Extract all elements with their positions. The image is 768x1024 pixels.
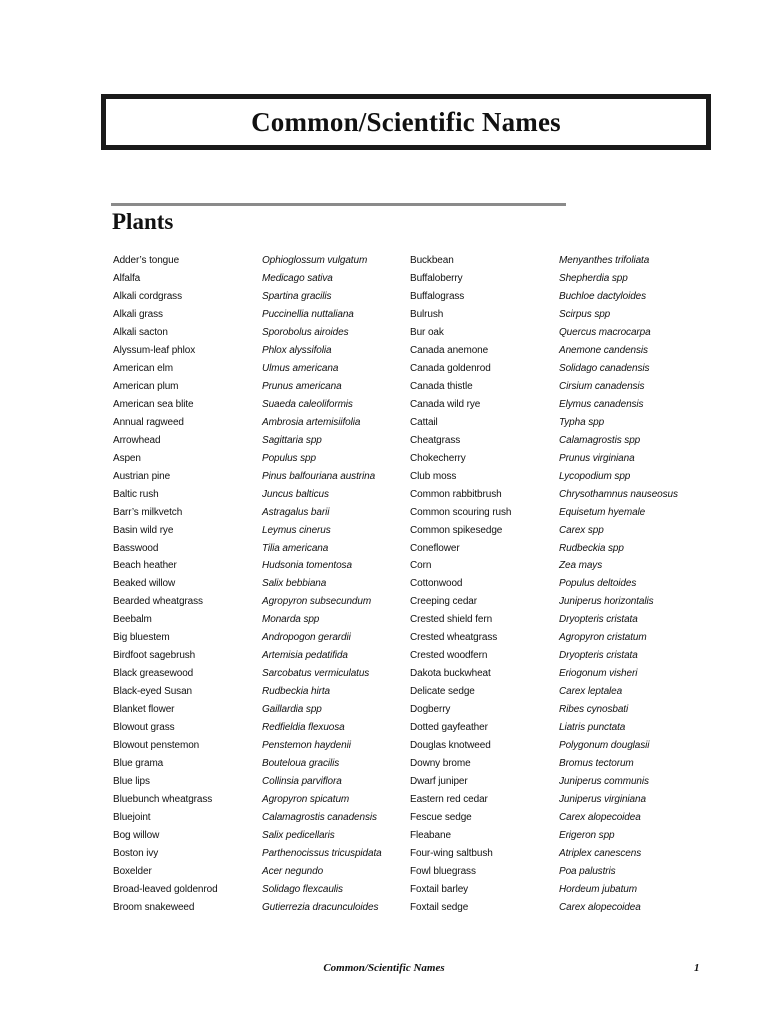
name-entry: Bromus tectorum <box>559 758 634 770</box>
name-entry: Beebalm <box>113 614 152 626</box>
name-entry: Scirpus spp <box>559 308 611 320</box>
name-entry: Fescue sedge <box>410 812 472 824</box>
name-entry: Equisetum hyemale <box>559 506 646 518</box>
name-entry: Sagittaria spp <box>262 434 322 446</box>
name-entry: Beaked willow <box>113 578 176 590</box>
name-entry: Ribes cynosbati <box>559 704 629 716</box>
name-entry: American sea blite <box>113 398 194 410</box>
name-entry: Ulmus americana <box>262 362 339 374</box>
name-entry: Buffalograss <box>410 290 465 302</box>
name-entry: Collinsia parviflora <box>262 776 342 788</box>
name-entry: Bog willow <box>113 830 160 841</box>
name-entry: Boxelder <box>113 865 152 877</box>
name-entry: American plum <box>113 380 179 392</box>
name-entry: Eriogonum visheri <box>559 668 638 680</box>
name-entry: Corn <box>410 560 432 572</box>
footer-title: Common/Scientific Names <box>323 962 445 974</box>
name-entry: Sarcobatus vermiculatus <box>262 668 370 680</box>
name-entry: Salix pedicellaris <box>262 830 335 841</box>
name-entry: Foxtail barley <box>410 883 469 895</box>
common-names-column-1 <box>113 252 218 917</box>
name-entry: Dogberry <box>410 704 451 716</box>
name-entry: Foxtail sedge <box>410 901 469 913</box>
name-entry: Prunus virginiana <box>559 452 635 464</box>
name-entry: Dotted gayfeather <box>410 722 488 734</box>
name-entry: Arrowhead <box>113 434 161 446</box>
name-entry: Medicago sativa <box>262 272 333 284</box>
name-entry: Crested shield fern <box>410 614 493 626</box>
name-entry: Cattail <box>410 416 438 428</box>
name-entry: Buckbean <box>410 255 454 266</box>
name-entry: Monarda spp <box>262 614 320 626</box>
section-divider <box>111 203 566 206</box>
name-entry: Big bluestem <box>113 632 170 644</box>
name-entry: Fowl bluegrass <box>410 865 476 877</box>
name-entry: Agropyron cristatum <box>559 632 647 644</box>
name-entry: Dakota buckwheat <box>410 668 491 680</box>
name-entry: Erigeron spp <box>559 830 615 841</box>
name-entry: Alfalfa <box>113 272 141 284</box>
name-entry: Juniperus virginiana <box>559 794 646 806</box>
document-title: Common/Scientific Names <box>251 106 561 137</box>
name-entry: Downy brome <box>410 758 471 770</box>
name-entry: Hudsonia tomentosa <box>262 560 352 572</box>
name-entry: Buffaloberry <box>410 272 463 284</box>
name-entry: Populus deltoides <box>559 578 637 590</box>
name-entry: Populus spp <box>262 452 316 464</box>
name-entry: Carex leptalea <box>559 686 623 698</box>
name-entry: Prunus americana <box>262 380 342 392</box>
name-entry: Canada wild rye <box>410 398 481 410</box>
name-entry: Acer negundo <box>262 865 324 877</box>
name-entry: American elm <box>113 362 173 374</box>
name-entry: Salix bebbiana <box>262 578 327 590</box>
name-entry: Carex alopecoidea <box>559 901 641 913</box>
name-entry: Juniperus horizontalis <box>559 596 654 608</box>
name-entry: Blowout penstemon <box>113 740 200 752</box>
name-entry: Parthenocissus tricuspidata <box>262 847 382 859</box>
name-entry: Ambrosia artemisiifolia <box>262 416 361 428</box>
name-entry: Fleabane <box>410 830 451 841</box>
name-entry: Coneflower <box>410 542 460 554</box>
name-entry: Elymus canadensis <box>559 398 644 410</box>
name-entry: Puccinellia nuttaliana <box>262 308 354 320</box>
name-entry: Black-eyed Susan <box>113 686 193 698</box>
name-entry: Cirsium canadensis <box>559 380 645 392</box>
name-entry: Annual ragweed <box>113 416 184 428</box>
scientific-names-column-2 <box>559 252 678 917</box>
name-entry: Bluebunch wheatgrass <box>113 794 213 806</box>
name-entry: Cottonwood <box>410 578 463 590</box>
name-entry: Boston ivy <box>113 847 159 859</box>
name-entry: Typha spp <box>559 416 605 428</box>
name-entry: Douglas knotweed <box>410 740 491 752</box>
name-entry: Alkali grass <box>113 308 163 320</box>
name-entry: Aspen <box>113 452 141 464</box>
name-entry: Hordeum jubatum <box>559 883 637 895</box>
name-entry: Rudbeckia spp <box>559 542 624 554</box>
name-entry: Austrian pine <box>113 470 171 482</box>
name-entry: Andropogon gerardii <box>262 632 351 644</box>
name-entry: Black greasewood <box>113 668 194 680</box>
name-entry: Common scouring rush <box>410 506 512 518</box>
name-entry: Bulrush <box>410 308 444 320</box>
name-entry: Canada anemone <box>410 344 489 356</box>
name-entry: Bearded wheatgrass <box>113 596 203 608</box>
name-entry: Bluejoint <box>113 812 151 824</box>
name-entry: Adder’s tongue <box>113 255 180 266</box>
name-entry: Tilia americana <box>262 542 329 554</box>
name-entry: Shepherdia spp <box>559 272 628 284</box>
name-entry: Quercus macrocarpa <box>559 326 651 338</box>
name-entry: Alkali cordgrass <box>113 290 182 302</box>
name-entry: Polygonum douglasii <box>559 740 650 752</box>
name-entry: Bur oak <box>410 326 444 338</box>
name-entry: Birdfoot sagebrush <box>113 650 196 662</box>
name-entry: Barr’s milkvetch <box>113 506 183 518</box>
name-entry: Four-wing saltbush <box>410 847 493 859</box>
name-entry: Eastern red cedar <box>410 794 488 806</box>
name-entry: Anemone candensis <box>559 344 648 356</box>
name-entry: Basswood <box>113 542 159 554</box>
section-heading: Plants <box>112 209 174 234</box>
name-entry: Calamagrostis canadensis <box>262 812 377 824</box>
name-entry: Crested woodfern <box>410 650 488 662</box>
name-entry: Pinus balfouriana austrina <box>262 470 376 482</box>
name-entry: Menyanthes trifoliata <box>559 255 650 266</box>
name-entry: Rudbeckia hirta <box>262 686 330 698</box>
name-entry: Dryopteris cristata <box>559 614 638 626</box>
name-entry: Chokecherry <box>410 452 466 464</box>
name-entry: Crested wheatgrass <box>410 632 498 644</box>
name-entry: Blue lips <box>113 776 150 788</box>
name-entry: Canada thistle <box>410 380 473 392</box>
name-entry: Calamagrostis spp <box>559 434 641 446</box>
scientific-names-column-1 <box>262 252 382 917</box>
page-number: 1 <box>694 962 700 974</box>
name-entry: Agropyron spicatum <box>262 794 350 806</box>
name-entry: Buchloe dactyloides <box>559 290 647 302</box>
name-entry: Creeping cedar <box>410 596 477 608</box>
name-entry: Leymus cinerus <box>262 524 331 536</box>
name-entry: Broom snakeweed <box>113 901 195 913</box>
name-entry: Common rabbitbrush <box>410 488 502 500</box>
name-entry: Baltic rush <box>113 488 159 500</box>
name-entry: Gaillardia spp <box>262 704 322 716</box>
name-entry: Agropyron subsecundum <box>262 596 372 608</box>
name-entry: Chrysothamnus nauseosus <box>559 488 678 500</box>
name-entry: Carex alopecoidea <box>559 812 641 824</box>
document-title-box <box>101 94 711 150</box>
name-entry: Penstemon haydenii <box>262 740 351 752</box>
name-entry: Alyssum-leaf phlox <box>113 344 196 356</box>
name-entry: Atriplex canescens <box>559 847 642 859</box>
name-entry: Sporobolus airoides <box>262 326 349 338</box>
name-entry: Ophioglossum vulgatum <box>262 255 368 266</box>
common-names-column-2 <box>410 252 511 917</box>
name-entry: Club moss <box>410 470 457 482</box>
name-entry: Beach heather <box>113 560 177 572</box>
name-entry: Redfieldia flexuosa <box>262 722 345 734</box>
name-entry: Juniperus communis <box>559 776 649 788</box>
name-entry: Gutierrezia dracunculoides <box>262 901 379 913</box>
name-entry: Spartina gracilis <box>262 290 332 302</box>
name-entry: Juncus balticus <box>262 488 329 500</box>
name-entry: Carex spp <box>559 524 604 536</box>
name-entry: Blue grama <box>113 758 164 770</box>
name-entry: Astragalus barii <box>262 506 330 518</box>
name-entry: Solidago canadensis <box>559 362 650 374</box>
name-entry: Artemisia pedatifida <box>262 650 348 662</box>
name-entry: Bouteloua gracilis <box>262 758 340 770</box>
name-entry: Cheatgrass <box>410 434 461 446</box>
name-entry: Phlox alyssifolia <box>262 344 332 356</box>
name-entry: Solidago flexcaulis <box>262 883 343 895</box>
name-entry: Broad-leaved goldenrod <box>113 883 218 895</box>
name-entry: Basin wild rye <box>113 524 174 536</box>
name-entry: Canada goldenrod <box>410 362 491 374</box>
name-entry: Alkali sacton <box>113 326 168 338</box>
name-entry: Blowout grass <box>113 722 175 734</box>
name-entry: Poa palustris <box>559 865 616 877</box>
name-entry: Common spikesedge <box>410 524 503 536</box>
name-entry: Zea mays <box>559 560 603 572</box>
name-entry: Liatris punctata <box>559 722 626 734</box>
name-entry: Dryopteris cristata <box>559 650 638 662</box>
name-entry: Delicate sedge <box>410 686 475 698</box>
name-entry: Suaeda caleoliformis <box>262 398 353 410</box>
name-entry: Blanket flower <box>113 704 175 716</box>
name-entry: Dwarf juniper <box>410 776 468 788</box>
name-entry: Lycopodium spp <box>559 470 631 482</box>
